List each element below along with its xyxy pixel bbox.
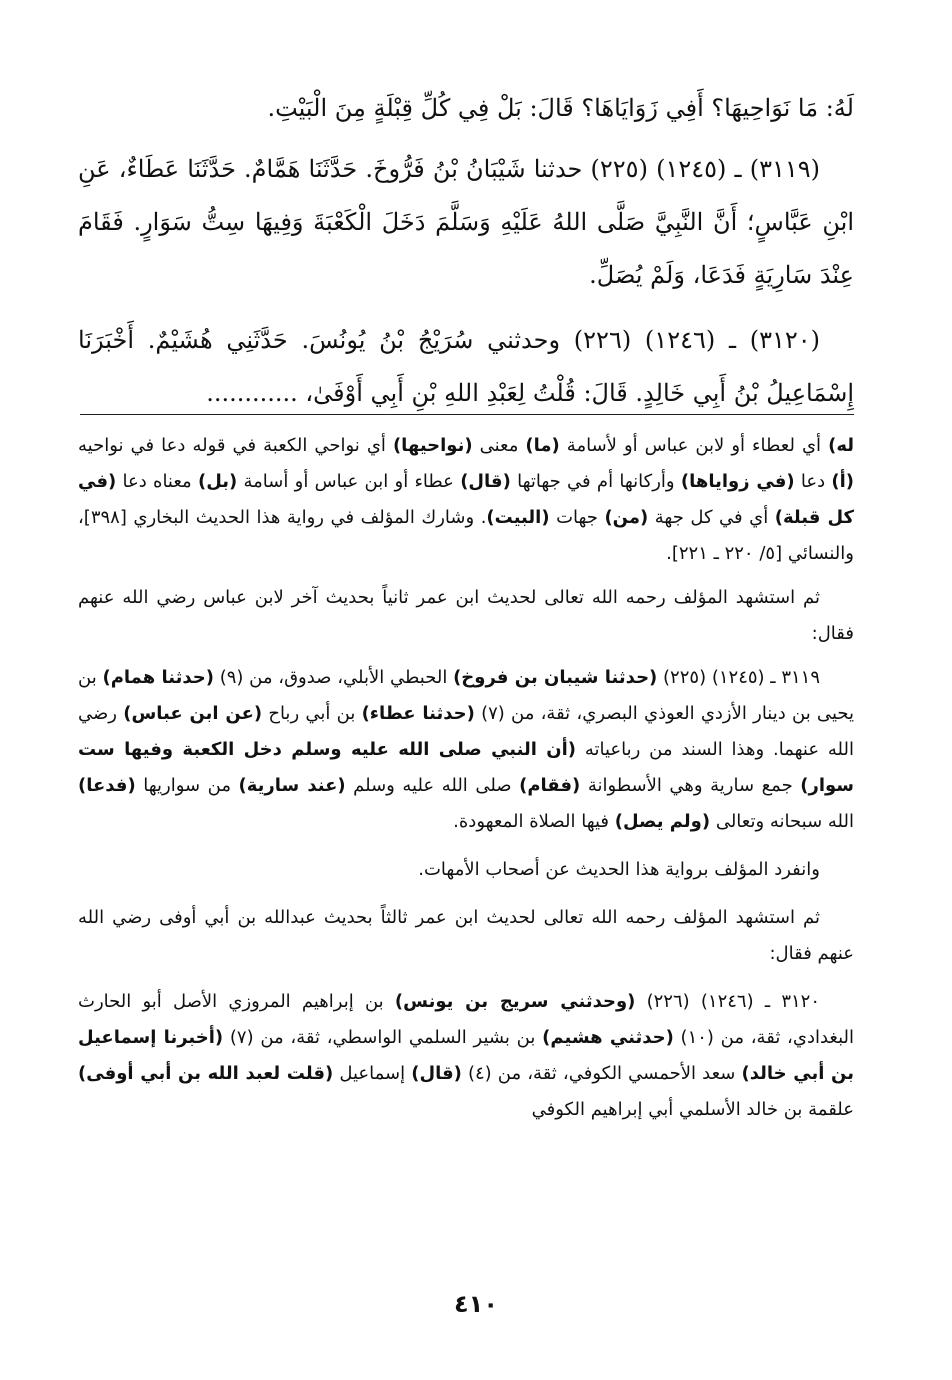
bold-segment: (عن ابن عباس) (123, 703, 263, 724)
hadith-text-block (78, 82, 854, 432)
text-segment: ثم استشهد المؤلف رحمه الله تعالى لحديث ابن عمر ثالثاً بحديث عبدالله بن أبي أوفى رضي الله عنهم فقال: (78, 907, 854, 964)
bold-segment: (حدثني هشيم) (542, 1027, 674, 1048)
text-segment: بن بشير السلمي الواسطي، ثقة، من (٧) (223, 1027, 543, 1048)
text-segment: الله سبحانه وتعالى (710, 811, 854, 832)
commentary-paragraph (78, 852, 854, 888)
text-segment: الحبطي الأبلي، صدوق، من (٩) (213, 667, 454, 688)
text-segment: جمع سارية وهي الأسطوانة (580, 775, 801, 796)
text-segment: عطاء أو ابن عباس أو أسامة (237, 471, 461, 492)
commentary-paragraph (78, 660, 854, 840)
bold-segment: (حدثنا شيبان بن فروخ) (453, 667, 658, 688)
bold-segment: (قلت لعبد الله بن أبي أوفى) (78, 1063, 334, 1084)
bold-segment: (ما) (525, 435, 560, 456)
text-segment: بن إبراهيم المروزي الأصل أبو الحارث البغدادي، ثقة، من (١٠) (78, 991, 855, 1048)
bold-segment: (نواحيها) (392, 435, 473, 456)
footnote-divider (80, 414, 854, 415)
commentary-paragraph (78, 580, 854, 652)
bold-segment: (فدعا) (78, 775, 136, 796)
text-segment: ٣١٢٠ ـ (١٢٤٦) (٢٢٦) (635, 991, 820, 1012)
commentary-paragraph (78, 900, 854, 972)
bold-segment: (من) (604, 507, 649, 528)
bold-segment: (عند سارية) (238, 775, 346, 796)
text-segment: معناه دعا (116, 471, 198, 492)
matn-paragraph: (٣١١٩) ـ (١٢٤٥) (٢٢٥) حدثنا شَيْبَانُ بْنُ فَرُّوخَ. حَدَّثَنَا هَمَّامٌ. حَدَّثَنَا عَطَاءٌ، عَنِ ابْنِ عَبَّاسٍ؛ أَنَّ النَّبِيَّ صَلَّى اللهُ عَلَيْهِ وَسَلَّمَ دَخَلَ الْكَعْبَةَ وَفِيهَا سِتُّ سَوَارٍ. فَقَامَ عِنْدَ سَارِيَةٍ فَدَعَا، وَلَمْ يُصَلِّ. (78, 155, 854, 289)
text-segment: رضي الله عنهما. وهذا السند من رباعياته (78, 703, 854, 760)
commentary-paragraph (78, 428, 854, 572)
text-segment: صلى الله عليه وسلم (345, 775, 520, 796)
text-segment: وأركانها أم في جهاتها (510, 471, 681, 492)
text-segment: أي لعطاء أو لابن عباس أو لأسامة (559, 435, 829, 456)
text-segment: دعا (794, 471, 832, 492)
text-segment: بن يحيى بن دينار الأزدي العوذي البصري، ثقة، من (٧) (78, 667, 855, 724)
text-segment: وانفرد المؤلف برواية هذا الحديث عن أصحاب الأمهات. (418, 859, 820, 880)
bold-segment: (حدثنا همام) (102, 667, 214, 688)
bold-segment: له) (828, 435, 854, 456)
text-segment: إسماعيل (333, 1063, 412, 1084)
hadith-matn (78, 82, 854, 420)
text-segment: . وشارك المؤلف في رواية هذا الحديث البخاري [٣٩٨]، والنسائي [٥/ ٢٢٠ ـ ٢٢١]. (78, 507, 854, 564)
matn-paragraph: لَهُ: مَا نَوَاحِيهَا؟ أَفِي زَوَايَاهَا؟ قَالَ: بَلْ فِي كُلِّ قِبْلَةٍ مِنَ الْبَيْتِ. (267, 94, 854, 122)
text-segment: من سواريها (135, 775, 239, 796)
text-segment: بن أبي رباح (262, 703, 362, 724)
bold-segment: (وحدثني سريج بن يونس) (394, 991, 636, 1012)
text-segment: سعد الأحمسي الكوفي، ثقة، من (٤) (461, 1063, 742, 1084)
text-segment: أي نواحي الكعبة في قوله دعا في نواحيه (78, 435, 393, 456)
bold-segment: (أخبرنا إسماعيل بن أبي خالد) (78, 1027, 854, 1084)
bold-segment: (بل) (197, 471, 238, 492)
bold-segment: (حدثنا عطاء) (361, 703, 475, 724)
bold-segment: (أ) (831, 471, 855, 492)
commentary-block (78, 428, 854, 1140)
text-segment: أي في كل جهة (648, 507, 775, 528)
bold-segment: (البيت) (486, 507, 550, 528)
text-segment: ٣١١٩ ـ (١٢٤٥) (٢٢٥) (657, 667, 820, 688)
text-segment: فيها الصلاة المعهودة. (453, 811, 615, 832)
commentary-paragraph (78, 984, 854, 1128)
bold-segment: (ولم يصل) (614, 811, 711, 832)
bold-segment: (أن النبي صلى الله عليه وسلم دخل الكعبة وفيها ست سوار) (78, 739, 855, 796)
bold-segment: (قال) (460, 471, 511, 492)
text-segment: علقمة بن خالد الأسلمي أبي إبراهيم الكوفي (531, 1099, 854, 1120)
text-segment: جهات (549, 507, 605, 528)
text-segment: معنى (472, 435, 526, 456)
bold-segment: (فقام) (519, 775, 581, 796)
bold-segment: (في كل قبلة) (78, 471, 854, 528)
text-segment: ثم استشهد المؤلف رحمه الله تعالى لحديث ابن عمر ثانياً بحديث آخر لابن عباس رضي الله عنهم فقال: (78, 587, 854, 644)
page-number: ٤١٠ (454, 1290, 498, 1318)
bold-segment: (قال) (411, 1063, 462, 1084)
matn-paragraph: (٣١٢٠) ـ (١٢٤٦) (٢٢٦) وحدثني سُرَيْجُ بْنُ يُونُسَ. حَدَّثَنِي هُشَيْمٌ. أَخْبَرَنَا إِسْمَاعِيلُ بْنُ أَبِي خَالِدٍ. قَالَ: قُلْتُ لِعَبْدِ اللهِ بْنِ أَبِي أَوْفَىٰ، ............ (78, 326, 854, 407)
bold-segment: (في زواياها) (680, 471, 795, 492)
